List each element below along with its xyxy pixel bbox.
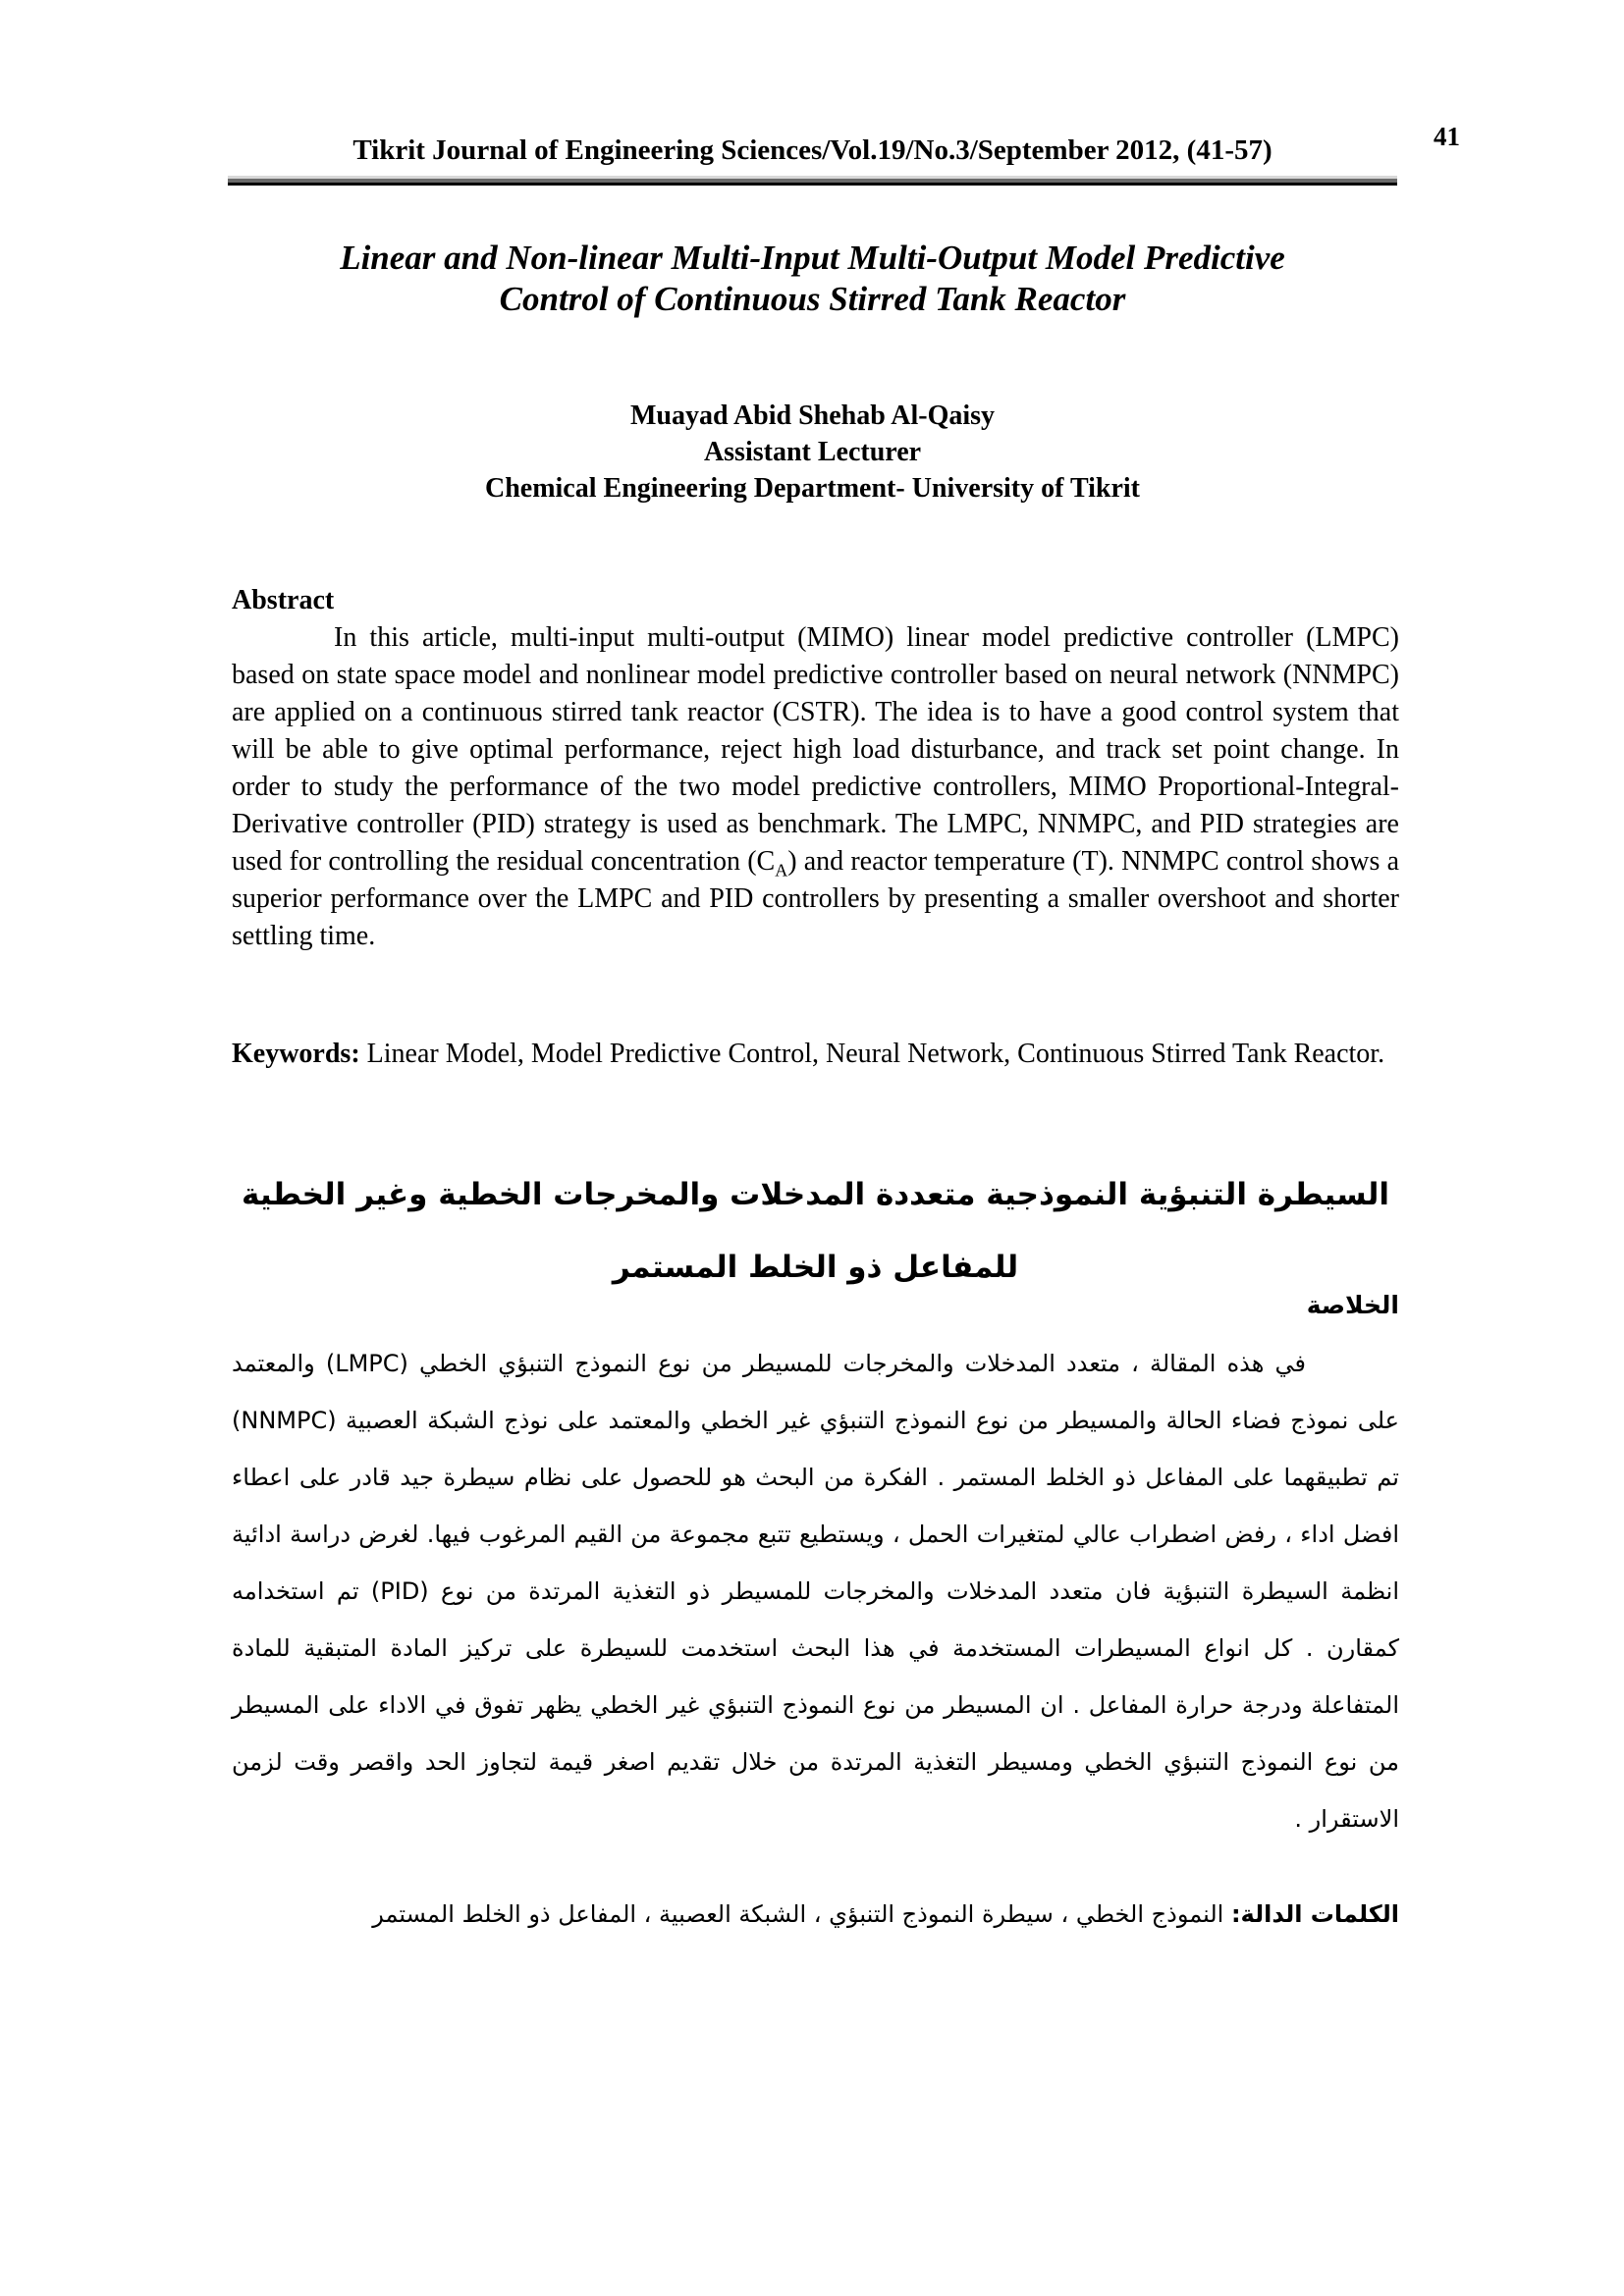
author-affiliation: Chemical Engineering Department- University of Tikrit (484, 473, 1140, 504)
arabic-keywords-text: النموذج الخطي ، سيطرة النموذج التنبؤي ، الشبكة العصبية ، المفاعل ذو الخلط المستمر (372, 1900, 1231, 1928)
author-block (228, 398, 1397, 507)
arabic-abstract-heading: الخلاصة (1306, 1291, 1399, 1319)
author-name: Muayad Abid Shehab Al-Qaisy (629, 400, 996, 431)
author-position: Assistant Lecturer (703, 437, 922, 467)
running-header: Tikrit Journal of Engineering Sciences/Vol.19/No.3/September 2012, (41-57) (352, 134, 1272, 166)
arabic-keywords-label: الكلمات الدالة: (1230, 1900, 1399, 1928)
keywords-text: Linear Model, Model Predictive Control, Neural Network, Continuous Stirred Tank Reactor. (359, 1039, 1385, 1069)
page-number: 41 (1434, 122, 1460, 151)
arabic-abstract-body: في هذه المقالة ، متعدد المدخلات والمخرجات للمسيطر من نوع النموذج التنبؤي الخطي (LMPC) والمعتمد على نموذج فضاء الحالة والمسيطر من نوع النموذج التنبؤي غير الخطي والمعتمد على نوذج الشبكة العصبية (NNMPC) تم تطبيقهما على المفاعل ذو الخلط المستمر . الفكرة من البحث هو للحصول على نظام سيطرة جيد قادر على اعطاء افضل اداء ، رفض اضطراب عالي لمتغيرات الحمل ، ويستطيع تتبع مجموعة من القيم المرغوب فيها. لغرض دراسة ادائية انظمة السيطرة التنبؤية فان متعدد المدخلات والمخرجات للمسيطر ذو التغذية المرتدة من نوع (PID) تم استخدامه كمقارن . كل انواع المسيطرات المستخدمة في هذا البحث استخدمت للسيطرة على تركيز المادة المتبقية للمادة المتفاعلة ودرجة حرارة المفاعل . ان المسيطر من نوع النموذج التنبؤي غير الخطي يظهر تفوق في الاداء على المسيطر من نوع النموذج التنبؤي الخطي ومسيطر التغذية المرتدة من خلال تقديم اصغر قيمة لتجاوز الحد واقصر وقت لزمن الاستقرار . (232, 1350, 1399, 1833)
paper-title-line-2: Control of Continuous Stirred Tank Reactor (499, 280, 1126, 318)
paper-title-line-1: Linear and Non-linear Multi-Input Multi-Output Model Predictive (340, 239, 1285, 277)
abstract-body (232, 619, 1399, 955)
keywords (232, 1036, 1399, 1073)
abstract-subscript: A (775, 860, 788, 881)
arabic-keywords (232, 1896, 1399, 1932)
abstract-text-part-1: In this article, multi-input multi-output (MIMO) linear model predictive controller (LMPC) based on state space model and nonlinear model predictive controller based on neural network (NNMPC) are applied on a continuous stirred tank reactor (CSTR). The idea is to have a good control system that will be able to give optimal performance, reject high load disturbance, and track set point change. In order to study the performance of the two model predictive controllers, MIMO Proportional-Integral-Derivative controller (PID) strategy is used as benchmark. The LMPC, NNMPC, and PID strategies are used for controlling the residual concentration (C (232, 622, 1399, 877)
arabic-title: السيطرة التنبؤية النموذجية متعددة المدخلات والمخرجات الخطية وغير الخطية للمفاعل ذو الخلط المستمر (242, 1177, 1389, 1285)
header-rule-dark-band (228, 183, 1397, 186)
abstract-heading: Abstract (232, 585, 335, 615)
keywords-label: Keywords: (232, 1039, 360, 1069)
abstract-text-part-2: ) and reactor temperature (T). NNMPC control shows a superior performance over the LMPC and PID controllers by presenting a smaller overshoot and shorter settling time. (232, 846, 1400, 951)
paper-title (228, 238, 1397, 320)
header-rule (228, 176, 1397, 186)
